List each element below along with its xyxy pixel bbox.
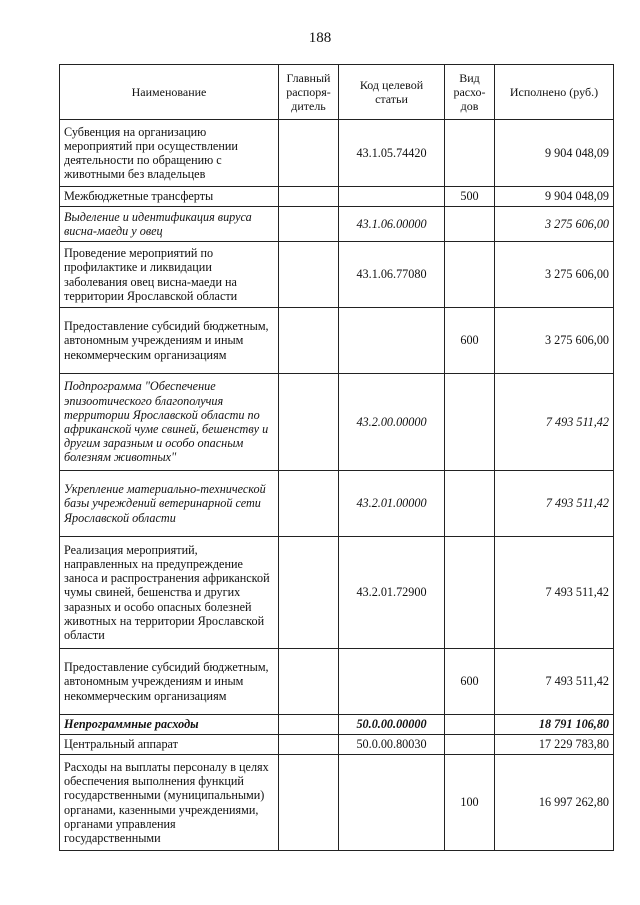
cell-amount: 7 493 511,42 — [495, 374, 614, 471]
table-row — [60, 120, 614, 187]
cell-name: Выделение и идентификация вируса висна-маеди у овец — [60, 207, 279, 242]
cell-manager — [279, 120, 339, 187]
cell-name: Центральный аппарат — [60, 735, 279, 755]
cell-amount: 3 275 606,00 — [495, 207, 614, 242]
header-code: Код целевой статьи — [339, 65, 445, 120]
cell-code: 43.2.00.00000 — [339, 374, 445, 471]
cell-code — [339, 308, 445, 374]
cell-code: 43.1.06.00000 — [339, 207, 445, 242]
cell-type — [445, 715, 495, 735]
table-row — [60, 755, 614, 851]
table-header-row — [60, 65, 614, 120]
cell-type — [445, 537, 495, 649]
header-manager: Главный распоря-дитель — [279, 65, 339, 120]
cell-code: 43.1.05.74420 — [339, 120, 445, 187]
cell-manager — [279, 735, 339, 755]
cell-amount: 3 275 606,00 — [495, 308, 614, 374]
cell-type: 100 — [445, 755, 495, 851]
table-row — [60, 187, 614, 207]
cell-manager — [279, 374, 339, 471]
table-row — [60, 471, 614, 537]
table-row — [60, 649, 614, 715]
table-row — [60, 374, 614, 471]
cell-manager — [279, 471, 339, 537]
cell-manager — [279, 308, 339, 374]
cell-code: 43.2.01.00000 — [339, 471, 445, 537]
cell-amount: 17 229 783,80 — [495, 735, 614, 755]
cell-amount: 9 904 048,09 — [495, 187, 614, 207]
header-type: Вид расхо-дов — [445, 65, 495, 120]
cell-name: Предоставление субсидий бюджетным, автономным учреждениям и иным некоммерческим организациям — [60, 308, 279, 374]
cell-name: Укрепление материально-технической базы учреждений ветеринарной сети Ярославской области — [60, 471, 279, 537]
cell-amount: 9 904 048,09 — [495, 120, 614, 187]
cell-code: 43.2.01.72900 — [339, 537, 445, 649]
cell-amount: 7 493 511,42 — [495, 537, 614, 649]
table-row — [60, 735, 614, 755]
cell-name: Реализация мероприятий, направленных на предупреждение заноса и распространения африканской чумы свиней, бешенства и других заразных и особо опасных болезней животных на территории Ярославской области — [60, 537, 279, 649]
table-row — [60, 715, 614, 735]
cell-manager — [279, 715, 339, 735]
cell-type — [445, 120, 495, 187]
table-row — [60, 537, 614, 649]
cell-manager — [279, 537, 339, 649]
table-row — [60, 308, 614, 374]
header-name: Наименование — [60, 65, 279, 120]
cell-amount: 3 275 606,00 — [495, 242, 614, 308]
cell-code: 50.0.00.80030 — [339, 735, 445, 755]
cell-name: Расходы на выплаты персоналу в целях обеспечения выполнения функций государственными (муниципальными) органами, казенными учреждениями, органами управления государственными — [60, 755, 279, 851]
cell-manager — [279, 207, 339, 242]
cell-name: Межбюджетные трансферты — [60, 187, 279, 207]
cell-type: 500 — [445, 187, 495, 207]
cell-amount: 7 493 511,42 — [495, 471, 614, 537]
cell-type — [445, 471, 495, 537]
cell-name: Субвенция на организацию мероприятий при осуществлении деятельности по обращению с животными без владельцев — [60, 120, 279, 187]
header-amount: Исполнено (руб.) — [495, 65, 614, 120]
cell-manager — [279, 755, 339, 851]
cell-type: 600 — [445, 649, 495, 715]
cell-name: Непрограммные расходы — [60, 715, 279, 735]
cell-code — [339, 187, 445, 207]
cell-code: 43.1.06.77080 — [339, 242, 445, 308]
cell-manager — [279, 242, 339, 308]
cell-code — [339, 755, 445, 851]
cell-amount: 18 791 106,80 — [495, 715, 614, 735]
cell-amount: 7 493 511,42 — [495, 649, 614, 715]
page-number: 188 — [308, 30, 332, 46]
cell-type — [445, 735, 495, 755]
cell-name: Предоставление субсидий бюджетным, автономным учреждениям и иным некоммерческим организациям — [60, 649, 279, 715]
cell-manager — [279, 649, 339, 715]
cell-manager — [279, 187, 339, 207]
cell-type — [445, 374, 495, 471]
cell-code: 50.0.00.00000 — [339, 715, 445, 735]
budget-table — [59, 64, 614, 851]
cell-amount: 16 997 262,80 — [495, 755, 614, 851]
cell-name: Подпрограмма "Обеспечение эпизоотического благополучия территории Ярославской области по африканской чуме свиней, бешенству и другим заразным и особо опасным болезням животных" — [60, 374, 279, 471]
cell-type: 600 — [445, 308, 495, 374]
table-row — [60, 242, 614, 308]
table-body — [60, 120, 614, 851]
cell-type — [445, 242, 495, 308]
cell-type — [445, 207, 495, 242]
cell-code — [339, 649, 445, 715]
table-row — [60, 207, 614, 242]
cell-name: Проведение мероприятий по профилактике и ликвидации заболевания овец висна-маеди на территории Ярославской области — [60, 242, 279, 308]
